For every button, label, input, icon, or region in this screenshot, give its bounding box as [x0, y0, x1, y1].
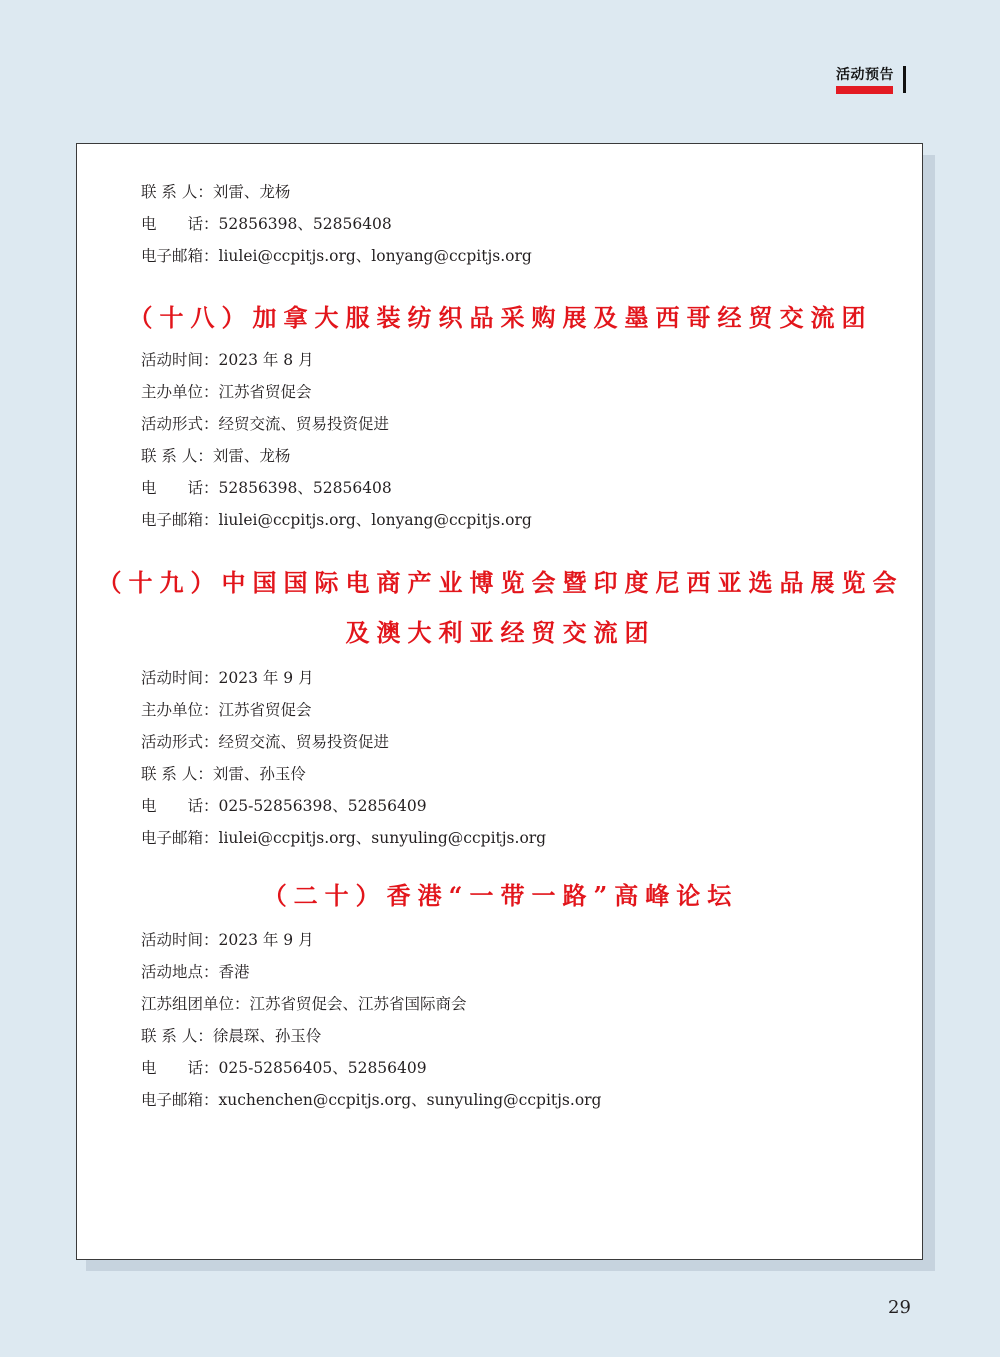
info-line: 活动形式：经贸交流、贸易投资促进: [141, 733, 390, 751]
section-tag: 活动预告: [836, 67, 894, 83]
content-card: [76, 143, 923, 1260]
info-line: 活动形式：经贸交流、贸易投资促进: [141, 415, 390, 433]
info-line: 活动地点：香港: [141, 963, 250, 981]
info-line: 活动时间：2023 年 9 月: [141, 931, 314, 949]
info-line: 联 系 人：刘雷、孙玉伶: [141, 765, 306, 783]
contact-line: 联 系 人：刘雷、龙杨: [141, 183, 291, 201]
section-heading: [77, 558, 924, 658]
info-line: 电子邮箱：liulei@ccpitjs.org、lonyang@ccpitjs.org: [141, 511, 532, 529]
info-line: 江苏组团单位：江苏省贸促会、江苏省国际商会: [141, 995, 467, 1013]
content-body: [97, 176, 904, 1116]
email-line: 电子邮箱：liulei@ccpitjs.org、lonyang@ccpitjs.org: [141, 247, 532, 265]
info-line: 主办单位：江苏省贸促会: [141, 383, 312, 401]
top-contact-block: [141, 176, 901, 272]
section-heading: （二十）香港“一带一路”高峰论坛: [262, 881, 739, 910]
section-heading-line: 及澳大利亚经贸交流团: [345, 618, 656, 647]
section-19: [97, 558, 904, 854]
info-line: 活动时间：2023 年 8 月: [141, 351, 314, 369]
info-line: 电 话：025-52856398、52856409: [141, 797, 427, 815]
section-18: [128, 300, 901, 536]
section-heading: （十八）加拿大服装纺织品采购展及墨西哥经贸交流团: [128, 303, 873, 332]
page-number: 29: [888, 1297, 911, 1318]
section-tag-underline: [836, 86, 893, 94]
info-line: 主办单位：江苏省贸促会: [141, 701, 312, 719]
section-20: [141, 878, 901, 1116]
info-line: 联 系 人：徐晨琛、孙玉伶: [141, 1027, 322, 1045]
info-line: 电 话：025-52856405、52856409: [141, 1059, 427, 1077]
info-line: 活动时间：2023 年 9 月: [141, 669, 314, 687]
section-tag-divider: [903, 66, 906, 93]
section-heading-line: （十九）中国国际电商产业博览会暨印度尼西亚选品展览会: [97, 568, 904, 597]
phone-line: 电 话：52856398、52856408: [141, 215, 392, 233]
info-line: 电子邮箱：liulei@ccpitjs.org、sunyuling@ccpitjs.org: [141, 829, 547, 847]
info-line: 电子邮箱：xuchenchen@ccpitjs.org、sunyuling@ccpitjs.org: [141, 1091, 602, 1109]
info-line: 电 话：52856398、52856408: [141, 479, 392, 497]
info-line: 联 系 人：刘雷、龙杨: [141, 447, 291, 465]
